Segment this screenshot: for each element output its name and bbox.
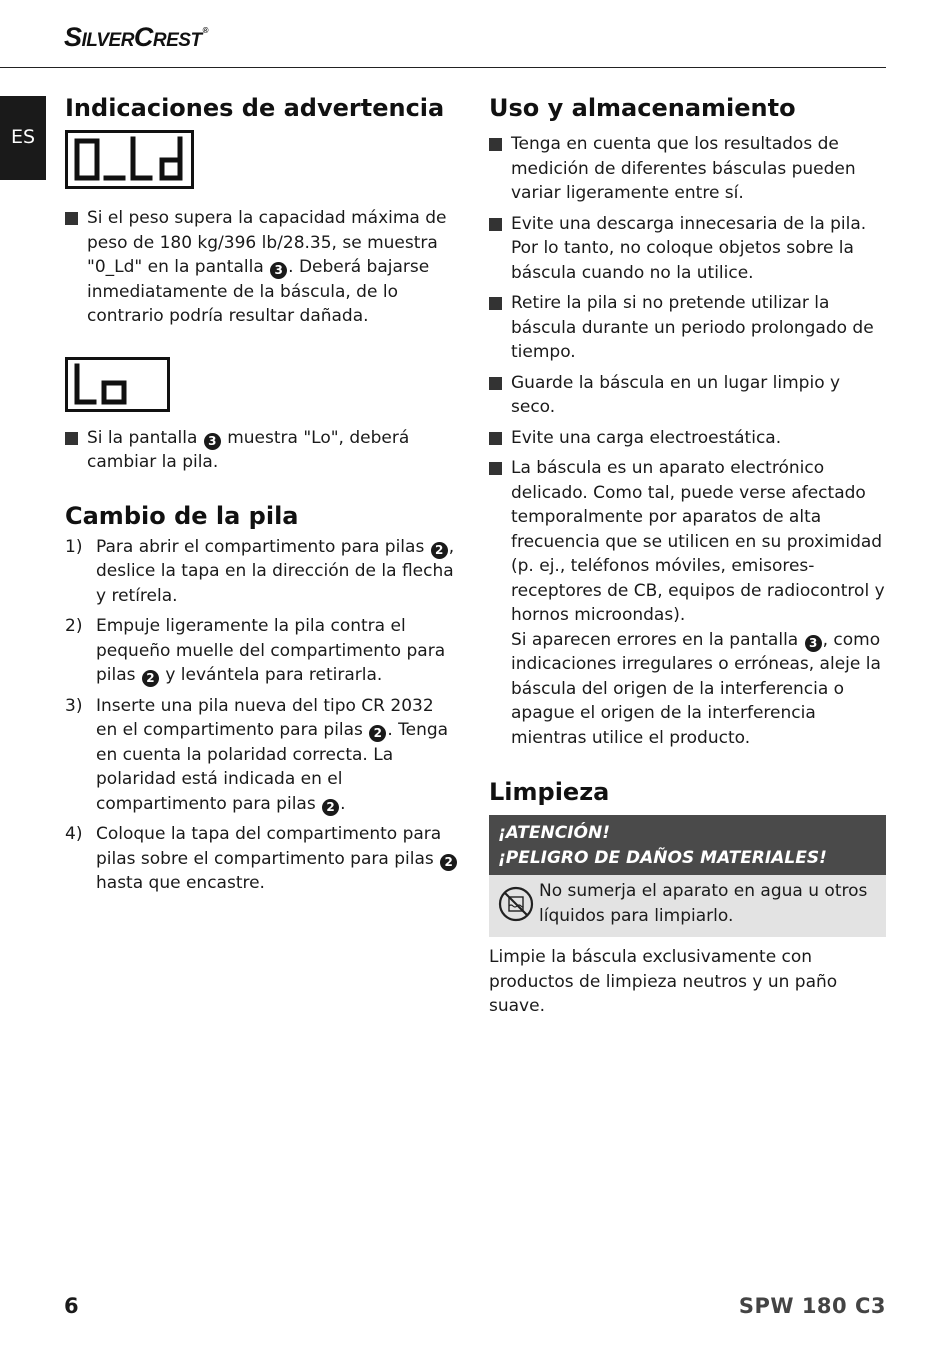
warning-body bbox=[489, 875, 886, 937]
step-text: Para abrir el compartimento para pilas bbox=[96, 536, 430, 557]
battery-steps bbox=[65, 535, 460, 896]
ref-number-2: 2 bbox=[142, 670, 159, 687]
lcd-display-old bbox=[65, 130, 194, 189]
ref-number-2: 2 bbox=[440, 854, 457, 871]
warning-lo-text-a: Si la pantalla bbox=[87, 427, 203, 448]
warning-list-lo bbox=[65, 426, 460, 475]
usage-list bbox=[489, 132, 886, 750]
bullet-square bbox=[489, 462, 502, 475]
step-text: . Tenga en cuenta la polaridad correcta. La polaridad está indicada en el compartimento para pilas bbox=[96, 720, 449, 814]
warning-title-line1: ¡ATENCIÓN! bbox=[498, 823, 610, 843]
warning-box bbox=[489, 815, 886, 937]
left-column bbox=[65, 92, 460, 902]
step-number: 4) bbox=[65, 824, 83, 844]
bullet-square bbox=[489, 218, 502, 231]
usage-text: Si aparecen errores en la pantalla bbox=[511, 629, 804, 650]
right-column bbox=[489, 92, 886, 1019]
step-text: Coloque la tapa del compartimento para pilas sobre el compartimento para pilas bbox=[96, 824, 442, 869]
warnings-heading: Indicaciones de advertencia bbox=[65, 94, 445, 122]
page-number: 6 bbox=[64, 1294, 79, 1318]
bullet-square bbox=[65, 212, 78, 225]
warning-old-text-a: Si el peso supera la capacidad máxima de peso de 180 kg/396 lb/28.35, se muestra "0_Ld" en la pantalla bbox=[87, 208, 447, 277]
cleaning-heading: Limpieza bbox=[489, 778, 610, 806]
warning-item-old bbox=[65, 206, 460, 329]
warning-item-lo bbox=[65, 426, 460, 475]
lcd-lo-glyphs bbox=[68, 360, 167, 409]
bullet-square bbox=[489, 377, 502, 390]
usage-heading: Uso y almacenamiento bbox=[489, 94, 796, 122]
step-item bbox=[65, 535, 460, 609]
warning-title-line2: ¡PELIGRO DE DAÑOS MATERIALES! bbox=[498, 847, 827, 868]
step-number: 2) bbox=[65, 616, 83, 636]
step-text: , deslice la tapa en la dirección de la flecha y retírela. bbox=[96, 536, 455, 606]
ref-number-2: 2 bbox=[322, 799, 339, 816]
step-item bbox=[65, 694, 460, 817]
ref-number-2: 2 bbox=[369, 725, 386, 742]
language-code: ES bbox=[11, 126, 36, 148]
usage-item bbox=[489, 456, 886, 750]
warning-list-old bbox=[65, 206, 460, 329]
warning-text: No sumerja el aparato en agua u otros líquidos para limpiarlo. bbox=[539, 881, 868, 926]
warning-lo-text-b: muestra "Lo", deberá cambiar la pila. bbox=[87, 427, 410, 472]
cleaning-text: Limpie la báscula exclusivamente con productos de limpieza neutros y un paño suave. bbox=[489, 947, 838, 1016]
usage-text: Retire la pila si no pretende utilizar la báscula durante un periodo prolongado de tiempo. bbox=[511, 293, 874, 362]
bullet-square bbox=[489, 432, 502, 445]
step-item bbox=[65, 614, 460, 688]
usage-text: Guarde la báscula en un lugar limpio y seco. bbox=[511, 372, 841, 417]
bullet-square bbox=[489, 297, 502, 310]
step-text: . bbox=[340, 793, 346, 814]
usage-text: La báscula es un aparato electrónico delicado. Como tal, puede verse afectado temporalmente por aparatos de alta frecuencia que se utilicen en su proximidad (p. ej., teléfonos móviles, emisores-receptores de CB, equipos de radiocontrol y hornos microondas). bbox=[511, 458, 885, 625]
usage-text: Tenga en cuenta que los resultados de medición de diferentes básculas pueden variar ligeramente entre sí. bbox=[511, 134, 856, 203]
step-number: 1) bbox=[65, 536, 83, 557]
warning-old-text-b: . Deberá bajarse inmediatamente de la báscula, de lo contrario podría resultar dañada. bbox=[87, 257, 430, 326]
step-text: Empuje ligeramente la pila contra el pequeño muelle del compartimento para pilas bbox=[96, 616, 446, 685]
step-text: y levántela para retirarla. bbox=[159, 665, 383, 685]
warning-header bbox=[489, 815, 886, 875]
model-number: SPW 180 C3 bbox=[738, 1294, 886, 1318]
step-number: 3) bbox=[65, 695, 83, 716]
usage-text: Evite una descarga innecesaria de la pila. Por lo tanto, no coloque objetos sobre la báscula cuando no la utilice. bbox=[511, 213, 867, 283]
registered-mark: ® bbox=[202, 26, 208, 35]
usage-item bbox=[489, 371, 886, 420]
ref-number-3: 3 bbox=[270, 262, 287, 279]
battery-heading: Cambio de la pila bbox=[65, 501, 299, 530]
lcd-old-glyphs bbox=[68, 133, 191, 186]
brand-logo bbox=[64, 22, 208, 53]
ref-number-2: 2 bbox=[431, 542, 448, 559]
usage-text: Evite una carga electroestática. bbox=[511, 427, 782, 448]
step-text: hasta que encastre. bbox=[96, 873, 265, 893]
step-item bbox=[65, 822, 460, 896]
usage-item bbox=[489, 426, 886, 451]
usage-item bbox=[489, 132, 886, 206]
step-text: Inserte una pila nueva del tipo CR 2032 en el compartimento para pilas bbox=[96, 695, 434, 740]
usage-item bbox=[489, 212, 886, 286]
lcd-display-lo bbox=[65, 357, 170, 412]
bullet-square bbox=[489, 138, 502, 151]
bullet-square bbox=[65, 432, 78, 445]
usage-item bbox=[489, 291, 886, 365]
ref-number-3: 3 bbox=[204, 433, 221, 450]
header-rule bbox=[0, 67, 886, 68]
ref-number-3: 3 bbox=[805, 635, 822, 652]
language-tab bbox=[0, 96, 46, 180]
usage-text: , como indicaciones irregulares o erróneas, aleje la báscula del origen de la interferencia o apague el origen de la interferencia mientras utilice el producto. bbox=[511, 629, 881, 748]
brand-name: SilverCrest bbox=[64, 22, 202, 52]
no-water-immersion-icon bbox=[498, 886, 534, 922]
